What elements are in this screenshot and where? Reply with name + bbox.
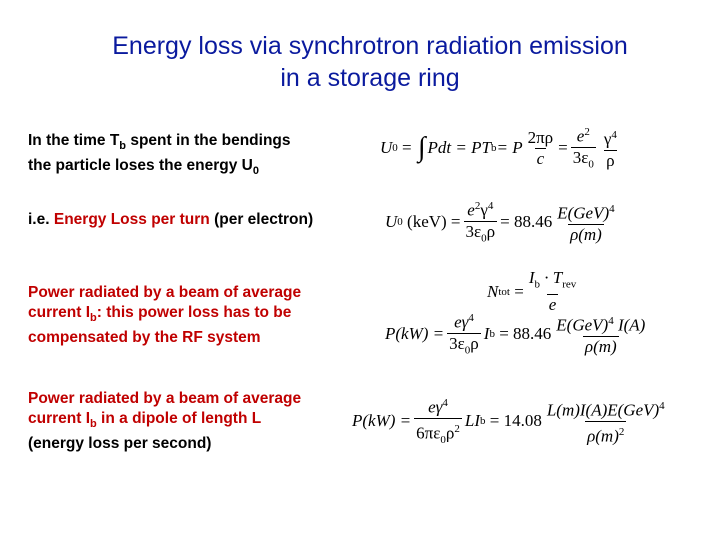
slide-title-line2: in a storage ring — [280, 64, 460, 92]
equation-energy-loss-per-turn: U 0 (keV) = $\frac{e^2\gamma^4}{3\varepsilon_0\rho}$ = 88.46 $\frac{E(GeV)^4}{\rho(m)}$ — [385, 196, 620, 248]
slide-title — [0, 30, 720, 94]
text-block-time-in-bendings: In the time $T_b$ spent in the bendings the particle loses the energy $U_0$ — [28, 132, 291, 178]
text-block-energy-loss-per-turn: i.e. Energy Loss per turn (per electron) — [28, 211, 314, 228]
energy-loss-highlight: Energy Loss per turn — [53, 211, 210, 228]
equation-dipole-power: P(kW) = $\frac{e\gamma^4}{6\pi\varepsilon_0\rho^2}$ LI b = 14.08 $\frac{L(m)I(A)E(GeV)^4}{\rho(m)^2}$ — [352, 393, 670, 450]
equation-beam-power: P(kW) = $\frac{e\gamma^4}{3\varepsilon_0\rho}$ I b = 88.46 $\frac{E(GeV)^4 I(A)}{\rho(m)}$ — [385, 308, 650, 360]
text-block-beam-power: Power radiated by a beam of average current $I_b$: this power loss has to be compensated by the RF system — [28, 284, 302, 347]
equation-energy-loss-integral: U 0 = ∫ Pdt = PT b = P $\frac{2\pi\rho}{c}$ = $\frac{e^2}{3\varepsilon_0}$ $\frac{\gamma^4}{\rho}$ — [380, 122, 622, 174]
equation-number-of-particles: N tot = $\frac{I_b \cdot T_{rev}}{e}$ — [487, 268, 577, 315]
slide-title-line1: Energy loss via synchrotron radiation emission — [112, 32, 628, 60]
text-block-dipole-power: Power radiated by a beam of average current $I_b$ in a dipole of length L (energy loss per second) — [28, 390, 302, 453]
